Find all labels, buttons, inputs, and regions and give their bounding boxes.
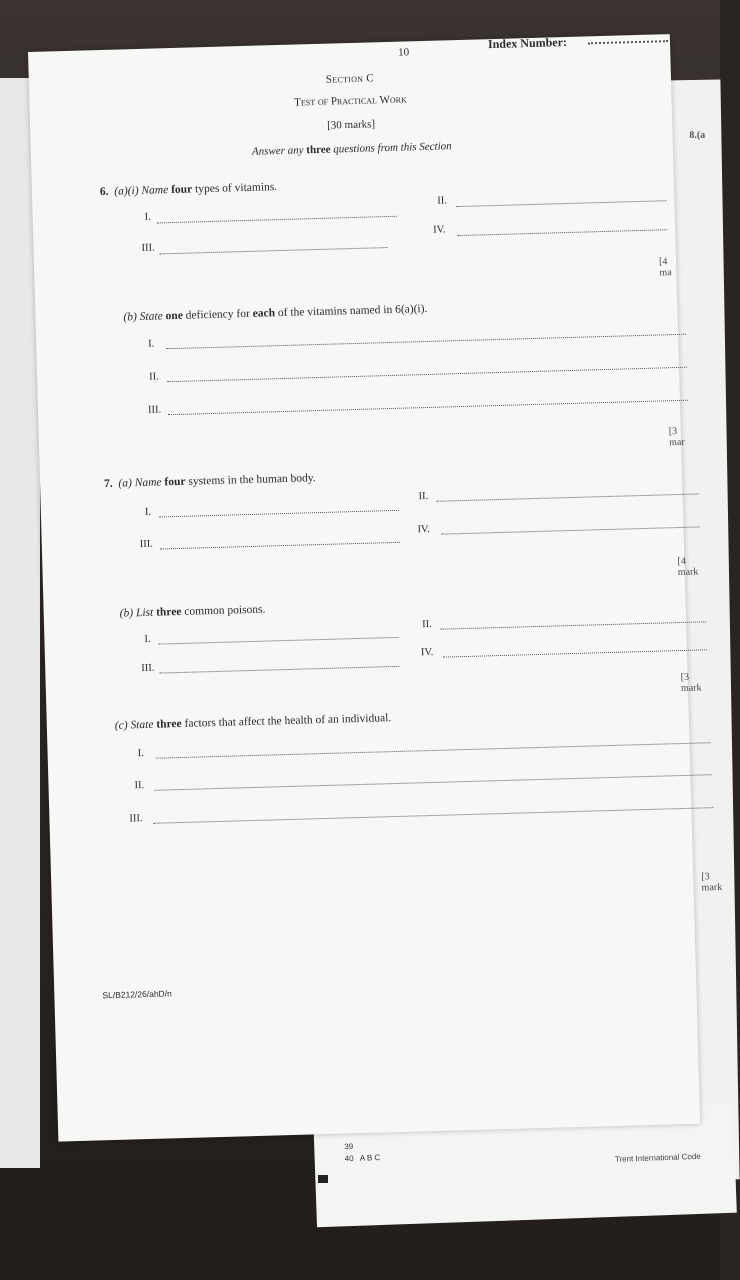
answer-label-1: I.: [144, 506, 152, 518]
clip-mark: [318, 1175, 328, 1183]
answer-line-6a-2[interactable]: [456, 200, 666, 207]
question-7a: 7. (a) Name four systems in the human body.: [103, 472, 316, 491]
answer-line-7c-2[interactable]: [155, 774, 712, 791]
question-6a: 6. (a)(i) Name four types of vitamins.: [99, 181, 278, 199]
answer-label-1: I.: [144, 211, 151, 223]
answer-line-7b-3[interactable]: [159, 666, 399, 674]
answer-options: A B C: [359, 1153, 381, 1163]
answer-label-2: II.: [421, 618, 432, 631]
answer-label-3: III.: [129, 813, 143, 825]
answer-label-2: II.: [134, 780, 145, 792]
answer-line-7b-1[interactable]: [159, 637, 399, 645]
answer-line-7c-3[interactable]: [154, 807, 714, 824]
section-title: Section C: [325, 72, 375, 86]
answer-line-7a-1[interactable]: [159, 510, 399, 518]
answer-line-6a-3[interactable]: [160, 247, 388, 254]
section-subtitle: Test of Practical Work: [294, 93, 407, 109]
answer-line-7a-2[interactable]: [437, 493, 699, 501]
answer-row-number: 39: [344, 1141, 354, 1152]
answer-line-7c-1[interactable]: [156, 742, 711, 758]
answer-line-6b-3[interactable]: [168, 400, 688, 416]
question-7c: (c) State three factors that affect the health of an individual.: [114, 712, 392, 732]
answer-line-6b-2[interactable]: [167, 367, 687, 383]
marks-7c: [3 mark: [701, 871, 723, 894]
answer-line-6b-1[interactable]: [166, 334, 686, 350]
answer-line-7b-2[interactable]: [440, 621, 706, 629]
answer-label-4: IV.: [420, 646, 434, 659]
answer-line-7a-4[interactable]: [442, 526, 700, 534]
marks-7a: [4 mark: [677, 555, 699, 579]
answer-label-3: III.: [141, 242, 155, 254]
exam-page: [28, 34, 723, 1142]
section-instruction: Answer any three questions from this Section: [251, 140, 452, 158]
paper-code: SL/B212/26/ahD/n: [102, 988, 172, 1001]
answer-label-2: II.: [148, 371, 159, 383]
answer-line-6a-4[interactable]: [457, 229, 667, 236]
answer-label-3: III.: [141, 662, 155, 675]
answer-label-1: I.: [148, 338, 155, 350]
answer-label-3: III.: [139, 538, 154, 551]
answer-label-1: I.: [144, 633, 151, 645]
marks-6b: [3 mar: [668, 426, 685, 449]
answer-label-2: II.: [418, 491, 429, 503]
answer-sheet-footer: Trent International Code: [614, 1151, 701, 1164]
index-number-field[interactable]: [588, 40, 668, 44]
answer-label-2: II.: [437, 195, 448, 207]
answer-row: [345, 1153, 381, 1163]
answer-label-4: IV.: [417, 523, 431, 536]
question-7b: (b) List three common poisons.: [119, 603, 266, 620]
marks-6a: [4 ma: [658, 256, 672, 279]
answer-line-6a-1[interactable]: [157, 216, 397, 224]
answer-line-7a-3[interactable]: [160, 542, 400, 550]
answer-line-7b-4[interactable]: [443, 649, 707, 657]
next-page-question: 8.(a: [689, 129, 706, 142]
answer-row-number: 40: [344, 1153, 354, 1164]
question-6b: (b) State one deficiency for each of the vitamins named in 6(a)(i).: [123, 302, 428, 324]
answer-label-4: IV.: [432, 224, 446, 236]
answer-label-3: III.: [147, 404, 162, 416]
page-number: 10: [397, 46, 410, 59]
marks-7b: [3 mark: [680, 671, 702, 695]
index-number-label: Index Number:: [487, 34, 568, 52]
answer-label-1: I.: [137, 748, 144, 760]
section-marks: [30 marks]: [327, 118, 376, 132]
